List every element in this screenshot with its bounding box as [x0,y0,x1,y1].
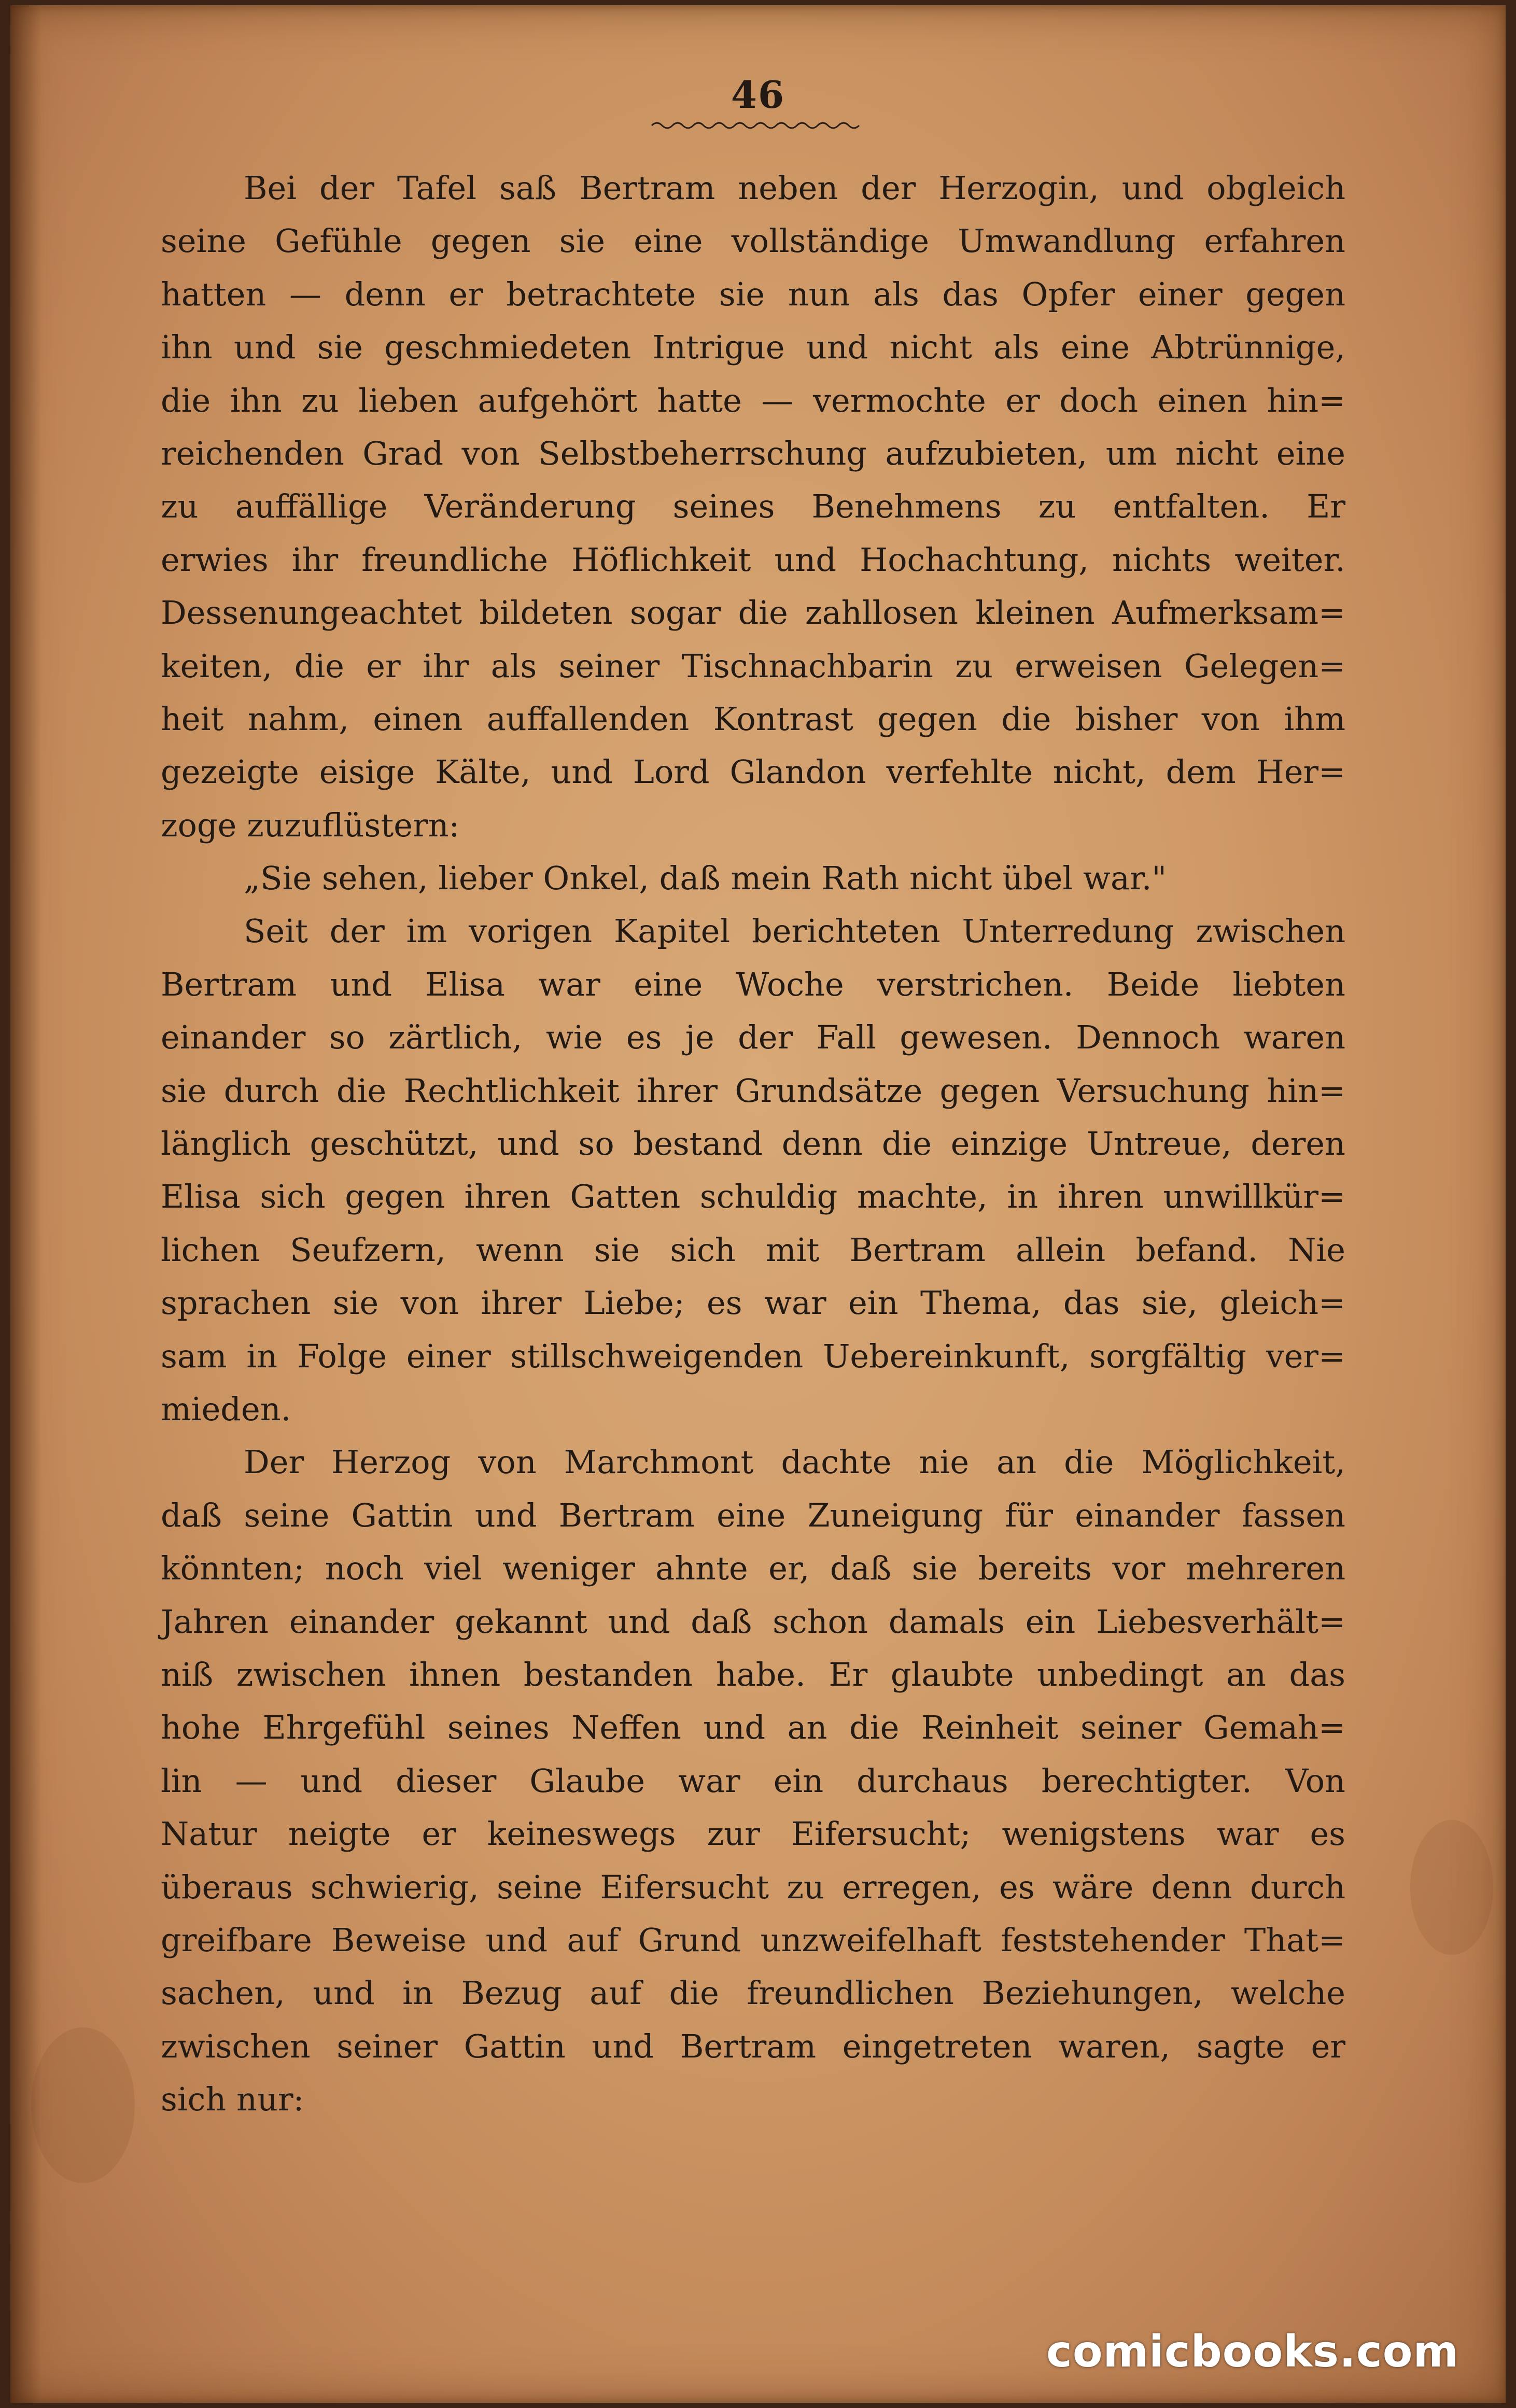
text-line: Elisa sich gegen ihren Gatten schuldig machte, in ihren unwillkür= [161,1178,1345,1216]
text-line: heit nahm, einen auffallenden Kontrast gegen die bisher von ihm [161,699,1345,738]
text-line: erwies ihr freundliche Höflichkeit und Hochachtung, nichts weiter. [161,540,1345,579]
text-line: lin — und dieser Glaube war ein durchaus berechtigter. Von [161,1761,1345,1800]
site-watermark: comicbooks.com [1046,2326,1459,2377]
text-line: Bei der Tafel saß Bertram neben der Herzogin, und obgleich [244,169,1345,207]
text-line: sprachen sie von ihrer Liebe; es war ein Thema, das sie, gleich= [161,1284,1345,1322]
text-line: könnten; noch viel weniger ahnte er, daß sie bereits vor mehreren [161,1549,1345,1588]
text-line: Der Herzog von Marchmont dachte nie an die Möglichkeit, [244,1443,1345,1481]
text-line: überaus schwierig, seine Eifersucht zu erregen, es wäre denn durch [161,1868,1345,1906]
text-line: mieden. [161,1390,291,1428]
text-line: zu auffällige Veränderung seines Benehmens zu entfalten. Er [161,487,1345,526]
text-line: einander so zärtlich, wie es je der Fall gewesen. Dennoch waren [161,1018,1345,1057]
text-line: Jahren einander gekannt und daß schon damals ein Liebesverhält= [161,1602,1345,1641]
text-line: sich nur: [161,2080,304,2119]
text-line: Seit der im vorigen Kapitel berichteten Unterredung zwischen [244,912,1345,950]
text-line: die ihn zu lieben aufgehört hatte — vermochte er doch einen hin= [161,381,1345,419]
text-line: sachen, und in Bezug auf die freundlichen Beziehungen, welche [161,1974,1345,2012]
text-line: ihn und sie geschmiedeten Intrigue und nicht als eine Abtrünnige, [161,328,1345,367]
text-line: gezeigte eisige Kälte, und Lord Glandon verfehlte nicht, dem Her= [161,753,1345,791]
text-line: „Sie sehen, lieber Onkel, daß mein Rath nicht übel war." [244,859,1167,898]
page-number: 46 [731,73,785,117]
paper-stain [1410,1820,1493,1955]
text-line: niß zwischen ihnen bestanden habe. Er glaubte unbedingt an das [161,1655,1345,1693]
text-line: seine Gefühle gegen sie eine vollständige Umwandlung erfahren [161,222,1345,260]
page-header [10,73,1506,133]
text-line: sam in Folge einer stillschweigenden Uebereinkunft, sorgfältig ver= [161,1337,1345,1375]
page-edge-shadow [10,5,41,2403]
text-line: länglich geschützt, und so bestand denn die einzige Untreue, deren [161,1125,1345,1163]
text-line: daß seine Gattin und Bertram eine Zuneigung für einander fassen [161,1496,1345,1534]
text-line: greifbare Beweise und auf Grund unzweifelhaft feststehender That= [161,1921,1345,1959]
text-line: keiten, die er ihr als seiner Tischnachbarin zu erweisen Gelegen= [161,647,1345,685]
text-line: sie durch die Rechtlichkeit ihrer Grundsätze gegen Versuchung hin= [161,1071,1345,1110]
text-line: reichenden Grad von Selbstbeherrschung aufzubieten, um nicht eine [161,434,1345,472]
text-line: Dessenungeachtet bildeten sogar die zahllosen kleinen Aufmerksam= [161,594,1345,632]
text-line: hatten — denn er betrachtete sie nun als das Opfer einer gegen [161,275,1345,313]
text-line: lichen Seufzern, wenn sie sich mit Bertram allein befand. Nie [161,1230,1345,1269]
text-line: Bertram und Elisa war eine Woche verstrichen. Beide liebten [161,965,1345,1003]
paper-stain [31,2027,135,2183]
body-text [161,162,1345,2126]
text-line: Natur neigte er keineswegs zur Eifersucht; wenigstens war es [161,1815,1345,1853]
text-line: zoge zuzuflüstern: [161,806,460,844]
text-line: zwischen seiner Gattin und Bertram eingetreten waren, sagte er [161,2027,1345,2065]
decorative-wavy-rule [649,120,867,131]
text-line: hohe Ehrgefühl seines Neffen und an die Reinheit seiner Gemah= [161,1709,1345,1747]
